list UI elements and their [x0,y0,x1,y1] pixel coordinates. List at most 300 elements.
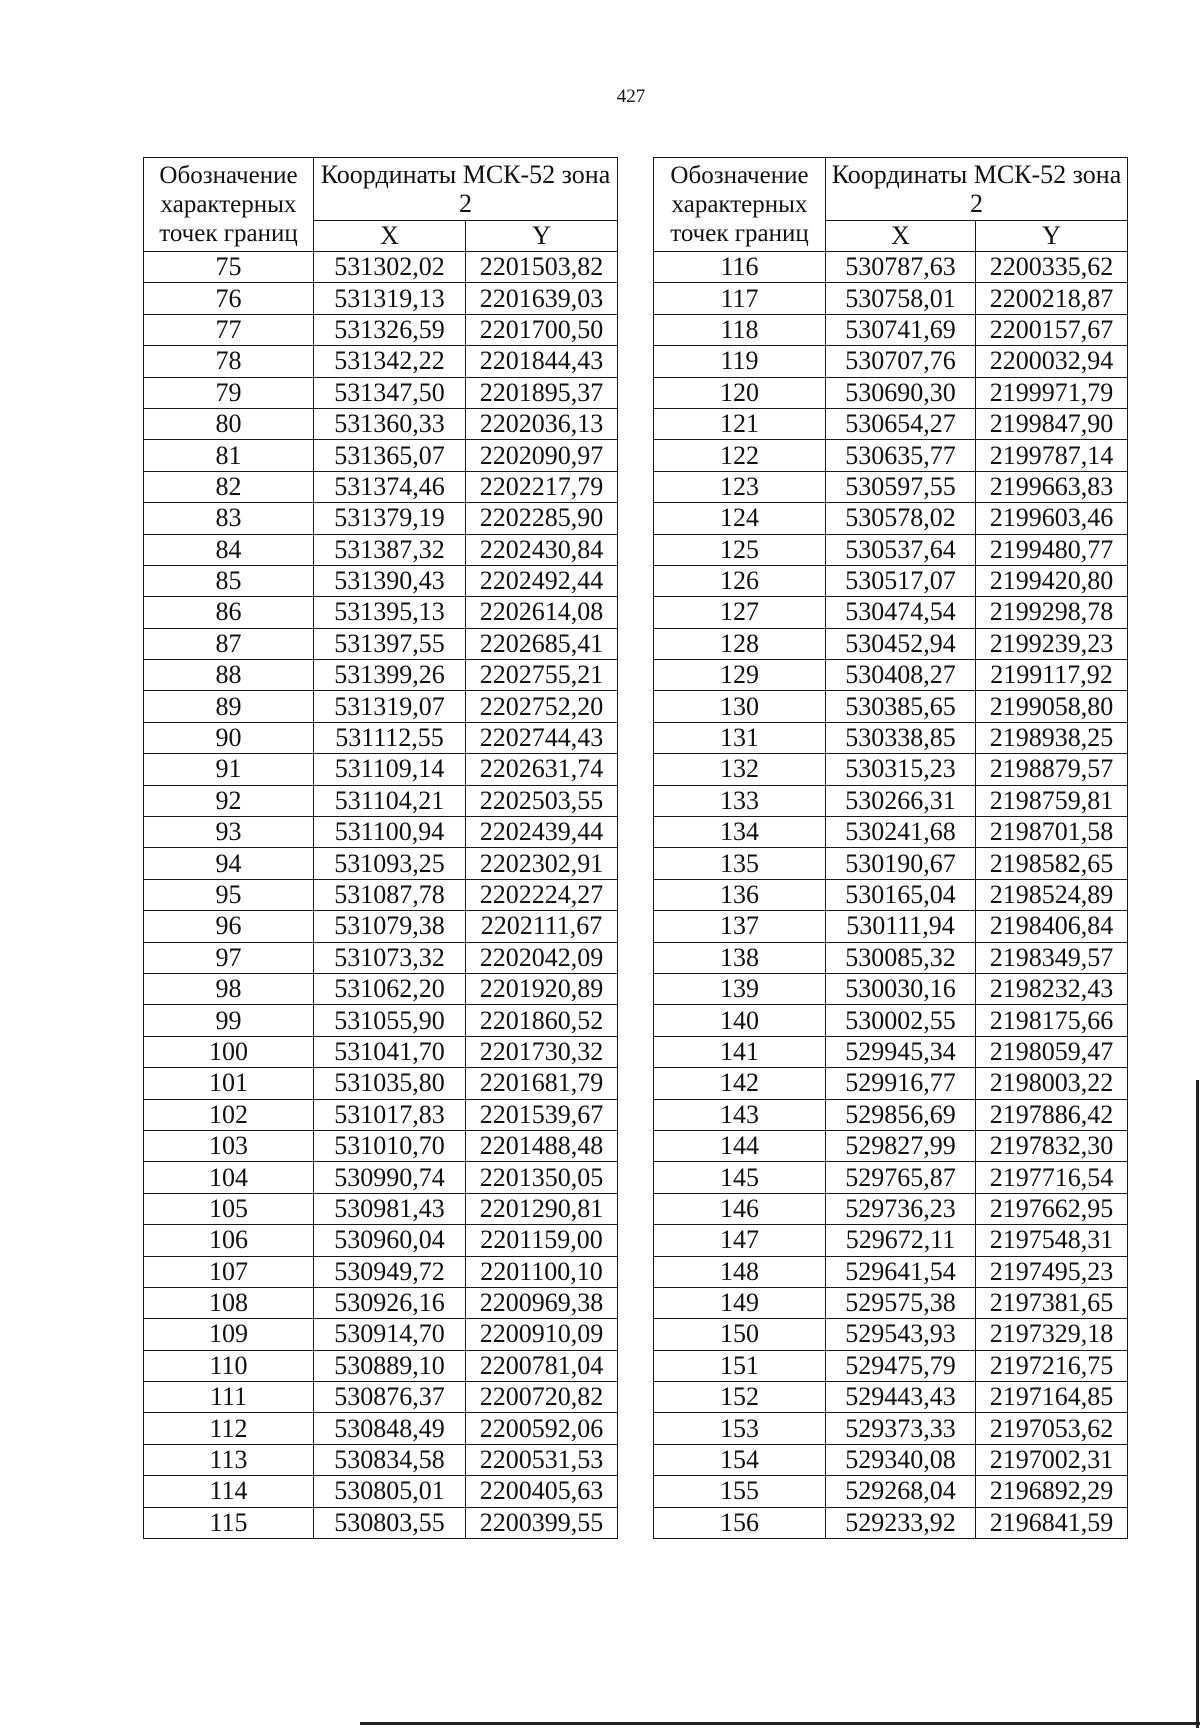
x-coordinate-cell: 531342,22 [314,346,466,377]
point-number-cell: 108 [144,1287,314,1318]
table-row [654,817,1128,848]
point-number-cell: 80 [144,408,314,439]
point-number-cell: 82 [144,471,314,502]
table-row [144,879,618,910]
x-coordinate-cell: 531010,70 [314,1130,466,1161]
point-number-cell: 106 [144,1225,314,1256]
y-coordinate-cell: 2202752,20 [466,691,618,722]
table-row [144,1099,618,1130]
table-row [654,848,1128,879]
y-coordinate-cell: 2202217,79 [466,471,618,502]
x-coordinate-cell: 530578,02 [826,503,976,534]
x-coordinate-cell: 529736,23 [826,1193,976,1224]
x-coordinate-cell: 531360,33 [314,408,466,439]
point-number-cell: 100 [144,1036,314,1067]
header-coordinates-group: Координаты МСК-52 зона 2 [314,158,618,221]
point-number-cell: 142 [654,1068,826,1099]
y-coordinate-cell: 2202614,08 [466,597,618,628]
x-coordinate-cell: 530914,70 [314,1319,466,1350]
x-coordinate-cell: 529945,34 [826,1036,976,1067]
table-row [144,534,618,565]
point-number-cell: 128 [654,628,826,659]
point-number-cell: 101 [144,1068,314,1099]
x-coordinate-cell: 531073,32 [314,942,466,973]
point-number-cell: 131 [654,722,826,753]
point-number-cell: 124 [654,503,826,534]
x-coordinate-cell: 531017,83 [314,1099,466,1130]
table-row [654,973,1128,1004]
x-coordinate-cell: 530517,07 [826,565,976,596]
table-row [144,1036,618,1067]
point-number-cell: 115 [144,1507,314,1538]
table-row [144,283,618,314]
header-x: X [826,221,976,252]
x-coordinate-cell: 530002,55 [826,1005,976,1036]
x-coordinate-cell: 531397,55 [314,628,466,659]
table-row [654,754,1128,785]
y-coordinate-cell: 2202090,97 [466,440,618,471]
table-row [654,408,1128,439]
point-number-cell: 153 [654,1413,826,1444]
x-coordinate-cell: 531112,55 [314,722,466,753]
point-number-cell: 112 [144,1413,314,1444]
table-row [144,1005,618,1036]
x-coordinate-cell: 529443,43 [826,1382,976,1413]
table-row [654,440,1128,471]
scan-edge-bottom [360,1722,1200,1725]
y-coordinate-cell: 2200531,53 [466,1444,618,1475]
table-row [144,314,618,345]
x-coordinate-cell: 531387,32 [314,534,466,565]
x-coordinate-cell: 530654,27 [826,408,976,439]
table-row [654,1382,1128,1413]
point-number-cell: 126 [654,565,826,596]
point-number-cell: 84 [144,534,314,565]
y-coordinate-cell: 2198059,47 [976,1036,1128,1067]
x-coordinate-cell: 530805,01 [314,1476,466,1507]
x-coordinate-cell: 530408,27 [826,660,976,691]
table-row [144,377,618,408]
y-coordinate-cell: 2199663,83 [976,471,1128,502]
table-row [654,691,1128,722]
table-row [144,346,618,377]
table-row [654,597,1128,628]
y-coordinate-cell: 2202302,91 [466,848,618,879]
table-row [144,1507,618,1538]
table-row [654,1319,1128,1350]
y-coordinate-cell: 2199787,14 [976,440,1128,471]
y-coordinate-cell: 2197662,95 [976,1193,1128,1224]
x-coordinate-cell: 530190,67 [826,848,976,879]
table-body-left [144,252,618,1539]
point-number-cell: 136 [654,879,826,910]
point-number-cell: 86 [144,597,314,628]
point-number-cell: 96 [144,911,314,942]
table-row [654,628,1128,659]
point-number-cell: 79 [144,377,314,408]
point-number-cell: 141 [654,1036,826,1067]
table-row [654,534,1128,565]
table-row [654,1225,1128,1256]
y-coordinate-cell: 2198003,22 [976,1068,1128,1099]
table-row [654,1036,1128,1067]
y-coordinate-cell: 2200720,82 [466,1382,618,1413]
point-number-cell: 114 [144,1476,314,1507]
y-coordinate-cell: 2202285,90 [466,503,618,534]
table-row [144,1256,618,1287]
x-coordinate-cell: 531093,25 [314,848,466,879]
table-row [654,1005,1128,1036]
point-number-cell: 132 [654,754,826,785]
x-coordinate-cell: 531100,94 [314,817,466,848]
y-coordinate-cell: 2198406,84 [976,911,1128,942]
point-number-cell: 83 [144,503,314,534]
x-coordinate-cell: 530741,69 [826,314,976,345]
point-number-cell: 120 [654,377,826,408]
x-coordinate-cell: 530876,37 [314,1382,466,1413]
table-row [654,879,1128,910]
y-coordinate-cell: 2199117,92 [976,660,1128,691]
y-coordinate-cell: 2198175,66 [976,1005,1128,1036]
point-number-cell: 76 [144,283,314,314]
x-coordinate-cell: 529916,77 [826,1068,976,1099]
y-coordinate-cell: 2197329,18 [976,1319,1128,1350]
table-row [144,1130,618,1161]
x-coordinate-cell: 530834,58 [314,1444,466,1475]
point-number-cell: 148 [654,1256,826,1287]
y-coordinate-cell: 2201159,00 [466,1225,618,1256]
x-coordinate-cell: 531390,43 [314,565,466,596]
x-coordinate-cell: 531302,02 [314,252,466,283]
x-coordinate-cell: 530803,55 [314,1507,466,1538]
point-number-cell: 130 [654,691,826,722]
point-number-cell: 151 [654,1350,826,1381]
table-row [144,911,618,942]
y-coordinate-cell: 2199971,79 [976,377,1128,408]
x-coordinate-cell: 531365,07 [314,440,466,471]
point-number-cell: 146 [654,1193,826,1224]
point-number-cell: 155 [654,1476,826,1507]
point-number-cell: 117 [654,283,826,314]
x-coordinate-cell: 529575,38 [826,1287,976,1318]
table-row [654,283,1128,314]
x-coordinate-cell: 531395,13 [314,597,466,628]
table-row [144,722,618,753]
table-row [144,817,618,848]
y-coordinate-cell: 2197216,75 [976,1350,1128,1381]
y-coordinate-cell: 2201350,05 [466,1162,618,1193]
x-coordinate-cell: 531326,59 [314,314,466,345]
point-number-cell: 77 [144,314,314,345]
page-number: 427 [616,86,646,107]
x-coordinate-cell: 530452,94 [826,628,976,659]
x-coordinate-cell: 529373,33 [826,1413,976,1444]
y-coordinate-cell: 2202042,09 [466,942,618,973]
x-coordinate-cell: 530981,43 [314,1193,466,1224]
table-row [144,848,618,879]
table-row [654,942,1128,973]
point-number-cell: 90 [144,722,314,753]
point-number-cell: 87 [144,628,314,659]
point-number-cell: 127 [654,597,826,628]
x-coordinate-cell: 529233,92 [826,1507,976,1538]
table-row [654,660,1128,691]
table-row [144,1068,618,1099]
table-row [144,565,618,596]
table-row [144,1382,618,1413]
x-coordinate-cell: 531319,13 [314,283,466,314]
y-coordinate-cell: 2202631,74 [466,754,618,785]
point-number-cell: 147 [654,1225,826,1256]
table-row [654,722,1128,753]
x-coordinate-cell: 529340,08 [826,1444,976,1475]
y-coordinate-cell: 2201920,89 [466,973,618,1004]
point-number-cell: 98 [144,973,314,1004]
header-designation: Обозначение характерных точек границ [144,158,314,252]
point-number-cell: 156 [654,1507,826,1538]
point-number-cell: 113 [144,1444,314,1475]
table-row [144,597,618,628]
table-row [654,314,1128,345]
table-row [144,754,618,785]
header-x: X [314,221,466,252]
point-number-cell: 92 [144,785,314,816]
table-row [144,660,618,691]
y-coordinate-cell: 2202685,41 [466,628,618,659]
point-number-cell: 91 [144,754,314,785]
point-number-cell: 133 [654,785,826,816]
y-coordinate-cell: 2201700,50 [466,314,618,345]
point-number-cell: 125 [654,534,826,565]
y-coordinate-cell: 2200157,67 [976,314,1128,345]
x-coordinate-cell: 531087,78 [314,879,466,910]
table-row [144,785,618,816]
y-coordinate-cell: 2201895,37 [466,377,618,408]
y-coordinate-cell: 2198701,58 [976,817,1128,848]
y-coordinate-cell: 2200405,63 [466,1476,618,1507]
x-coordinate-cell: 531079,38 [314,911,466,942]
point-number-cell: 129 [654,660,826,691]
table-row [654,1193,1128,1224]
point-number-cell: 94 [144,848,314,879]
x-coordinate-cell: 529856,69 [826,1099,976,1130]
y-coordinate-cell: 2200335,62 [976,252,1128,283]
header-y: Y [976,221,1128,252]
x-coordinate-cell: 530338,85 [826,722,976,753]
y-coordinate-cell: 2197381,65 [976,1287,1128,1318]
y-coordinate-cell: 2199603,46 [976,503,1128,534]
point-number-cell: 116 [654,252,826,283]
point-number-cell: 149 [654,1287,826,1318]
table-row [654,252,1128,283]
table-row [144,628,618,659]
y-coordinate-cell: 2201844,43 [466,346,618,377]
table-row [654,1099,1128,1130]
table-row [144,1287,618,1318]
coordinates-table-right [653,157,1128,1539]
point-number-cell: 99 [144,1005,314,1036]
x-coordinate-cell: 530690,30 [826,377,976,408]
table-row [144,1350,618,1381]
y-coordinate-cell: 2199847,90 [976,408,1128,439]
table-row [654,1162,1128,1193]
table-row [144,252,618,283]
point-number-cell: 109 [144,1319,314,1350]
x-coordinate-cell: 531347,50 [314,377,466,408]
y-coordinate-cell: 2202111,67 [466,911,618,942]
x-coordinate-cell: 530848,49 [314,1413,466,1444]
point-number-cell: 97 [144,942,314,973]
point-number-cell: 121 [654,408,826,439]
x-coordinate-cell: 530266,31 [826,785,976,816]
table-row [654,377,1128,408]
x-coordinate-cell: 530926,16 [314,1287,466,1318]
point-number-cell: 81 [144,440,314,471]
point-number-cell: 110 [144,1350,314,1381]
y-coordinate-cell: 2200218,87 [976,283,1128,314]
header-designation: Обозначение характерных точек границ [654,158,826,252]
table-row [654,346,1128,377]
y-coordinate-cell: 2202492,44 [466,565,618,596]
x-coordinate-cell: 531041,70 [314,1036,466,1067]
point-number-cell: 135 [654,848,826,879]
table-row [144,1476,618,1507]
y-coordinate-cell: 2200910,09 [466,1319,618,1350]
table-row [144,471,618,502]
x-coordinate-cell: 530635,77 [826,440,976,471]
x-coordinate-cell: 531374,46 [314,471,466,502]
point-number-cell: 102 [144,1099,314,1130]
table-row [654,1476,1128,1507]
point-number-cell: 89 [144,691,314,722]
x-coordinate-cell: 530787,63 [826,252,976,283]
y-coordinate-cell: 2201488,48 [466,1130,618,1161]
y-coordinate-cell: 2200399,55 [466,1507,618,1538]
y-coordinate-cell: 2201100,10 [466,1256,618,1287]
x-coordinate-cell: 531035,80 [314,1068,466,1099]
point-number-cell: 75 [144,252,314,283]
x-coordinate-cell: 530597,55 [826,471,976,502]
x-coordinate-cell: 530085,32 [826,942,976,973]
point-number-cell: 150 [654,1319,826,1350]
point-number-cell: 152 [654,1382,826,1413]
y-coordinate-cell: 2200032,94 [976,346,1128,377]
y-coordinate-cell: 2198349,57 [976,942,1128,973]
point-number-cell: 137 [654,911,826,942]
y-coordinate-cell: 2197548,31 [976,1225,1128,1256]
x-coordinate-cell: 529765,87 [826,1162,976,1193]
point-number-cell: 143 [654,1099,826,1130]
y-coordinate-cell: 2199420,80 [976,565,1128,596]
y-coordinate-cell: 2202755,21 [466,660,618,691]
y-coordinate-cell: 2199480,77 [976,534,1128,565]
y-coordinate-cell: 2199298,78 [976,597,1128,628]
table-row [144,1193,618,1224]
y-coordinate-cell: 2197495,23 [976,1256,1128,1287]
y-coordinate-cell: 2201539,67 [466,1099,618,1130]
point-number-cell: 104 [144,1162,314,1193]
table-row [144,408,618,439]
y-coordinate-cell: 2202744,43 [466,722,618,753]
x-coordinate-cell: 530758,01 [826,283,976,314]
x-coordinate-cell: 531104,21 [314,785,466,816]
table-row [144,440,618,471]
x-coordinate-cell: 529268,04 [826,1476,976,1507]
point-number-cell: 145 [654,1162,826,1193]
table-row [654,565,1128,596]
y-coordinate-cell: 2197886,42 [976,1099,1128,1130]
y-coordinate-cell: 2201503,82 [466,252,618,283]
y-coordinate-cell: 2197053,62 [976,1413,1128,1444]
point-number-cell: 154 [654,1444,826,1475]
y-coordinate-cell: 2198759,81 [976,785,1128,816]
x-coordinate-cell: 529672,11 [826,1225,976,1256]
y-coordinate-cell: 2201639,03 [466,283,618,314]
table-row [654,911,1128,942]
y-coordinate-cell: 2197716,54 [976,1162,1128,1193]
table-row [144,1413,618,1444]
x-coordinate-cell: 531055,90 [314,1005,466,1036]
table-row [654,1350,1128,1381]
y-coordinate-cell: 2201730,32 [466,1036,618,1067]
table-row [654,503,1128,534]
y-coordinate-cell: 2201290,81 [466,1193,618,1224]
y-coordinate-cell: 2198879,57 [976,754,1128,785]
table-body-right [654,252,1128,1539]
x-coordinate-cell: 530241,68 [826,817,976,848]
y-coordinate-cell: 2199239,23 [976,628,1128,659]
point-number-cell: 122 [654,440,826,471]
header-coordinates-group: Координаты МСК-52 зона 2 [826,158,1128,221]
x-coordinate-cell: 531062,20 [314,973,466,1004]
x-coordinate-cell: 530385,65 [826,691,976,722]
x-coordinate-cell: 529641,54 [826,1256,976,1287]
y-coordinate-cell: 2198938,25 [976,722,1128,753]
y-coordinate-cell: 2202430,84 [466,534,618,565]
table-row [144,691,618,722]
table-row [144,973,618,1004]
point-number-cell: 93 [144,817,314,848]
y-coordinate-cell: 2197002,31 [976,1444,1128,1475]
table-row [144,1225,618,1256]
x-coordinate-cell: 530111,94 [826,911,976,942]
y-coordinate-cell: 2201860,52 [466,1005,618,1036]
x-coordinate-cell: 530990,74 [314,1162,466,1193]
x-coordinate-cell: 530474,54 [826,597,976,628]
header-y: Y [466,221,618,252]
y-coordinate-cell: 2200592,06 [466,1413,618,1444]
point-number-cell: 78 [144,346,314,377]
x-coordinate-cell: 529543,93 [826,1319,976,1350]
point-number-cell: 103 [144,1130,314,1161]
y-coordinate-cell: 2200969,38 [466,1287,618,1318]
y-coordinate-cell: 2198582,65 [976,848,1128,879]
table-row [654,1413,1128,1444]
x-coordinate-cell: 529475,79 [826,1350,976,1381]
x-coordinate-cell: 530949,72 [314,1256,466,1287]
point-number-cell: 111 [144,1382,314,1413]
table-row [144,1319,618,1350]
x-coordinate-cell: 531109,14 [314,754,466,785]
point-number-cell: 138 [654,942,826,973]
x-coordinate-cell: 530165,04 [826,879,976,910]
y-coordinate-cell: 2197832,30 [976,1130,1128,1161]
x-coordinate-cell: 529827,99 [826,1130,976,1161]
table-row [144,1444,618,1475]
table-row [654,1287,1128,1318]
point-number-cell: 107 [144,1256,314,1287]
y-coordinate-cell: 2202224,27 [466,879,618,910]
